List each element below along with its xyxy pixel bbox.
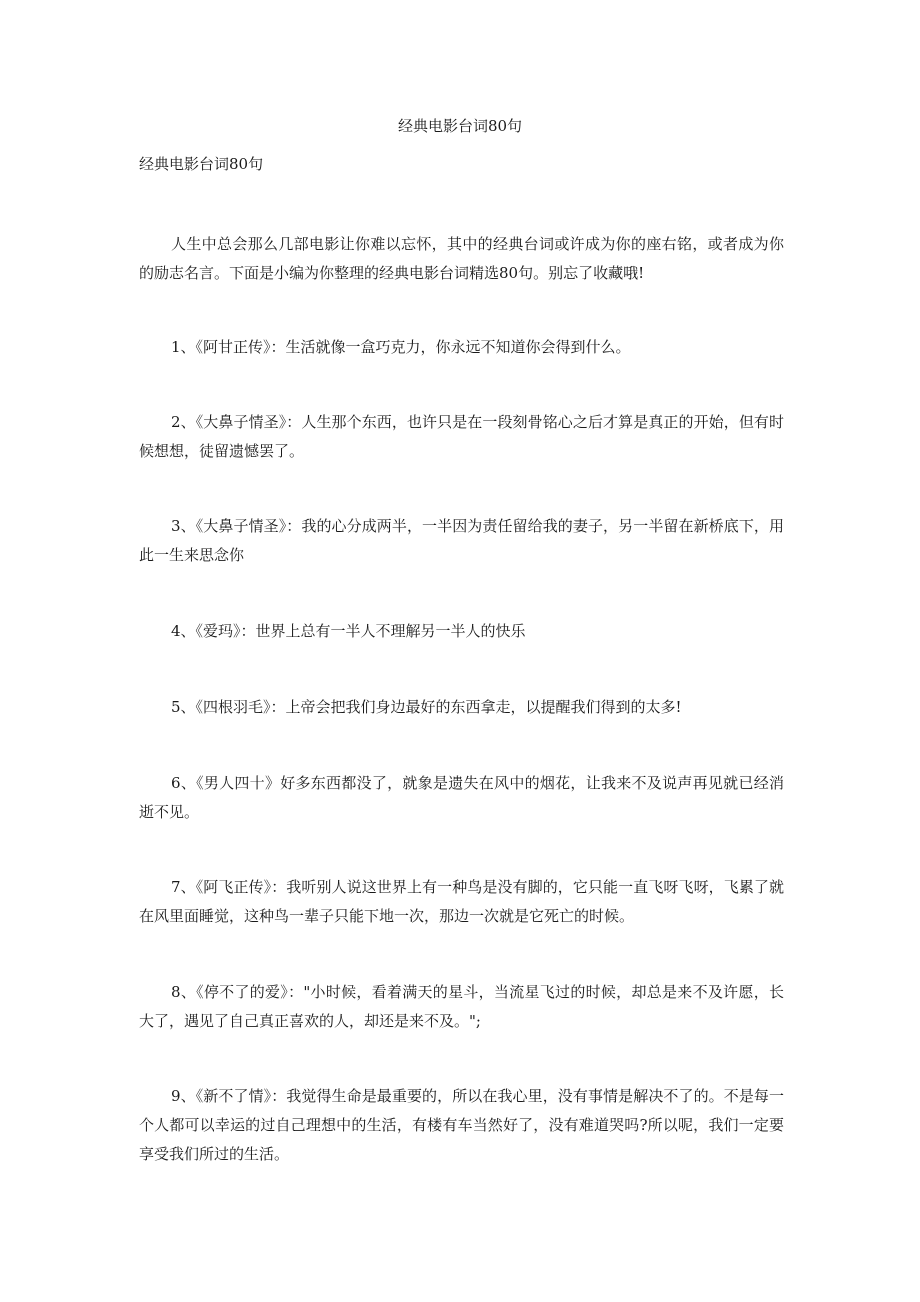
document-title: 经典电影台词80句 bbox=[397, 117, 523, 135]
quote-paragraph-7: 7、《阿飞正传》：我听别人说这世界上有一种鸟是没有脚的，它只能一直飞呀飞呀，飞累了就在风里面睡觉，这种鸟一辈子只能下地一次，那边一次就是它死亡的时候。 bbox=[139, 878, 784, 925]
quote-paragraph-5: 5、《四根羽毛》：上帝会把我们身边最好的东西拿走，以提醒我们得到的太多! bbox=[171, 698, 682, 716]
quote-paragraph-3: 3、《大鼻子情圣》：我的心分成两半，一半因为责任留给我的妻子，另一半留在新桥底下，用此一生来思念你 bbox=[139, 517, 784, 564]
intro-paragraph: 人生中总会那么几部电影让你难以忘怀，其中的经典台词或许成为你的座右铭，或者成为你的励志名言。下面是小编为你整理的经典电影台词精选80句。别忘了收藏哦! bbox=[139, 235, 784, 282]
document-subtitle: 经典电影台词80句 bbox=[139, 155, 264, 173]
quote-paragraph-9: 9、《新不了情》：我觉得生命是最重要的，所以在我心里，没有事情是解决不了的。不是每一个人都可以幸运的过自己理想中的生活，有楼有车当然好了，没有难道哭吗?所以呢，我们一定要享受我们所过的生活。 bbox=[139, 1087, 784, 1163]
quote-paragraph-1: 1、《阿甘正传》：生活就像一盒巧克力，你永远不知道你会得到什么。 bbox=[171, 338, 631, 356]
quote-paragraph-6: 6、《男人四十》好多东西都没了，就象是遗失在风中的烟花，让我来不及说声再见就已经消逝不见。 bbox=[139, 774, 784, 821]
quote-paragraph-8: 8、《停不了的爱》："小时候，看着满天的星斗，当流星飞过的时候，却总是来不及许愿，长大了，遇见了自己真正喜欢的人，却还是来不及。"; bbox=[139, 983, 784, 1030]
quote-paragraph-4: 4、《爱玛》：世界上总有一半人不理解另一半人的快乐 bbox=[171, 622, 526, 640]
quote-paragraph-2: 2、《大鼻子情圣》：人生那个东西，也许只是在一段刻骨铭心之后才算是真正的开始，但有时候想想，徒留遗憾罢了。 bbox=[139, 413, 784, 460]
